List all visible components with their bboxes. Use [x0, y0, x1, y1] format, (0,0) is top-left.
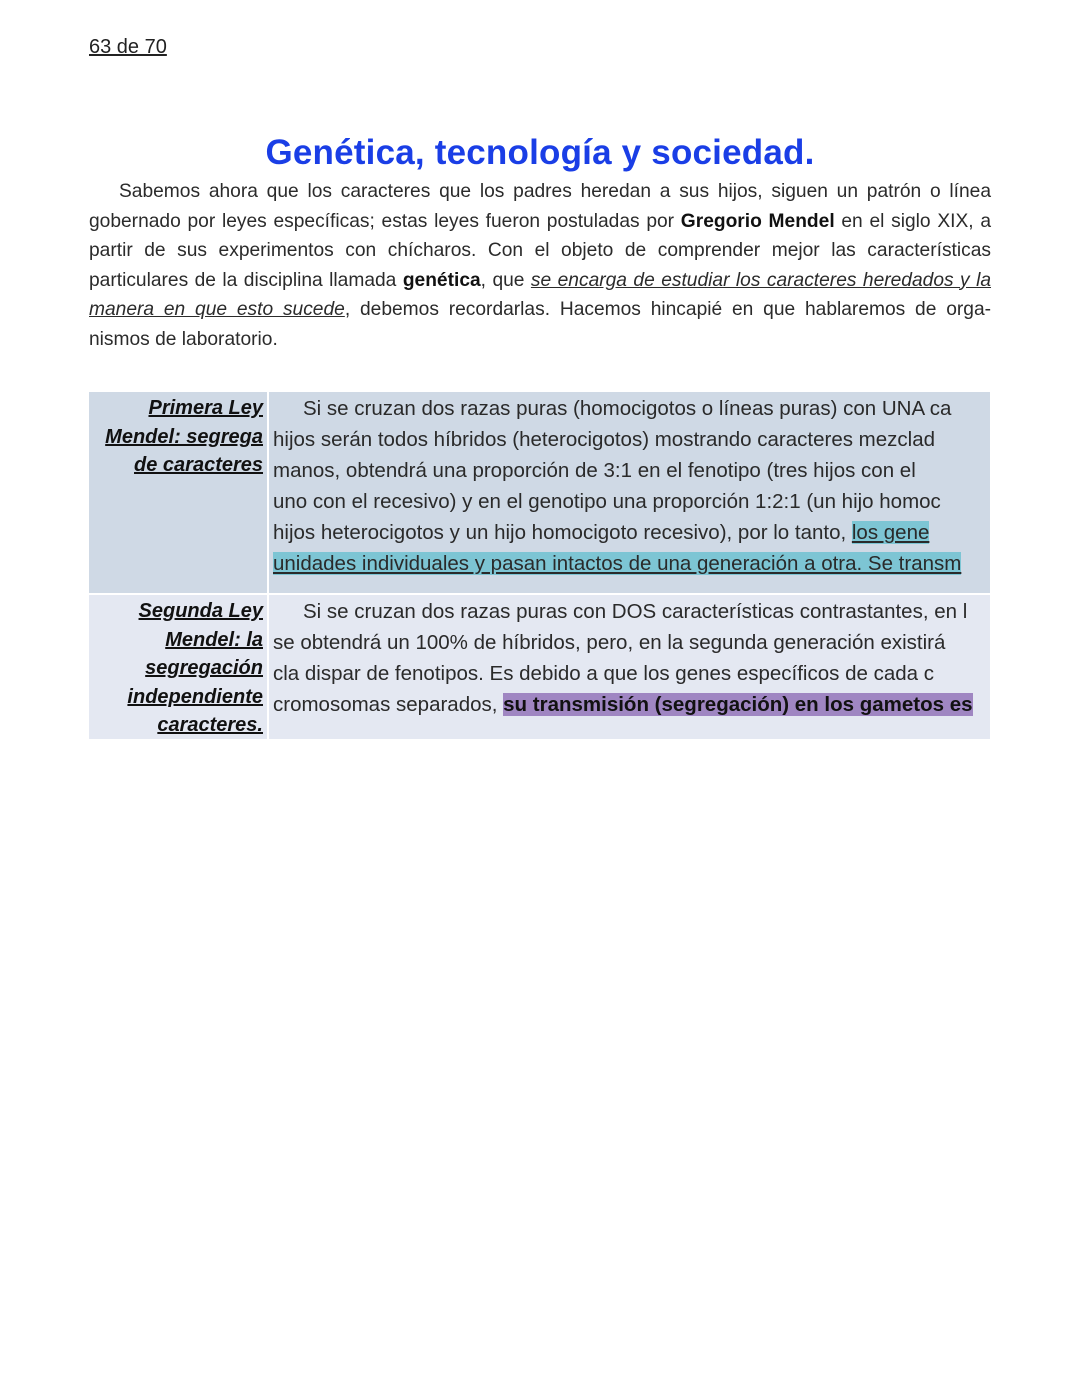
teal-highlight: los gene — [851, 521, 930, 544]
law-name-line: independiente — [127, 685, 263, 708]
law-text-line-mixed — [273, 517, 990, 548]
law-name-first — [89, 392, 269, 593]
intro-paragraph — [89, 177, 991, 354]
law-text-line: cla dispar de fenotipos. Es debido a que los genes específicos de cada c — [273, 662, 934, 685]
law-name-line: caracteres. — [157, 714, 263, 736]
intro-bold-genetica: genética — [402, 269, 481, 291]
law-text-segment: cromosomas separados, — [273, 693, 504, 716]
law-text-first — [269, 392, 990, 593]
intro-underlined-definition: se encarga de estudiar los caracteres heredados y la manera en que esto sucede — [89, 269, 992, 320]
law-name-line: segregación — [145, 657, 263, 679]
law-name-line: Mendel: la — [165, 628, 263, 651]
law-text-line-highlighted — [273, 548, 990, 579]
law-text-line: hijos serán todos híbridos (heterocigotos) mostrando caracteres mezclad — [273, 428, 936, 451]
page-title: Genética, tecnología y sociedad. — [265, 133, 815, 172]
law-name-line: de caracteres — [134, 454, 263, 476]
intro-text: , debemos recordarlas. Hacemos hincapié en que hablaremos de orga-nismos de laboratorio. — [89, 299, 991, 350]
intro-text: , que — [480, 269, 531, 291]
law-row-first — [89, 392, 990, 593]
law-name-line: Primera Ley — [148, 397, 263, 419]
law-name-line: Mendel: segrega — [105, 425, 263, 448]
purple-highlight: su transmisión (segregación) en los gametos es — [503, 693, 973, 716]
teal-highlight: unidades individuales y pasan intactos de una generación a otra. Se transm — [273, 552, 962, 575]
mendel-laws-table — [89, 392, 990, 739]
page-number: 63 de 70 — [89, 36, 167, 58]
law-text-line: manos, obtendrá una proporción de 3:1 en el fenotipo (tres hijos con el — [273, 459, 916, 482]
intro-text: en el siglo XIX, a partir de sus experimentos con chícharos. Con el objeto de comprender mejor las características particulares de la disciplina llamada — [89, 210, 991, 291]
law-text-line: Si se cruzan dos razas puras con DOS características contrastantes, en l — [303, 600, 968, 623]
law-row-second — [89, 595, 990, 739]
law-text-segment: hijos heterocigotos y un hijo homocigoto recesivo), por lo tanto, — [273, 521, 852, 544]
law-name-line: Segunda Ley — [138, 600, 263, 622]
intro-bold-mendel: Gregorio Mendel — [680, 210, 835, 232]
law-text-line: se obtendrá un 100% de híbridos, pero, en la segunda generación existirá — [273, 631, 946, 654]
law-text-line: Si se cruzan dos razas puras (homocigotos o líneas puras) con UNA ca — [303, 397, 952, 420]
law-text-line-mixed — [273, 689, 990, 720]
law-name-second — [89, 595, 269, 739]
intro-text: Sabemos ahora que los caracteres que los padres heredan a sus hijos, siguen un patrón o línea gobernado por leyes específicas; estas leyes fueron postuladas por — [89, 181, 991, 232]
law-text-second — [269, 595, 990, 739]
law-text-line: uno con el recesivo) y en el genotipo una proporción 1:2:1 (un hijo homoc — [273, 490, 941, 513]
